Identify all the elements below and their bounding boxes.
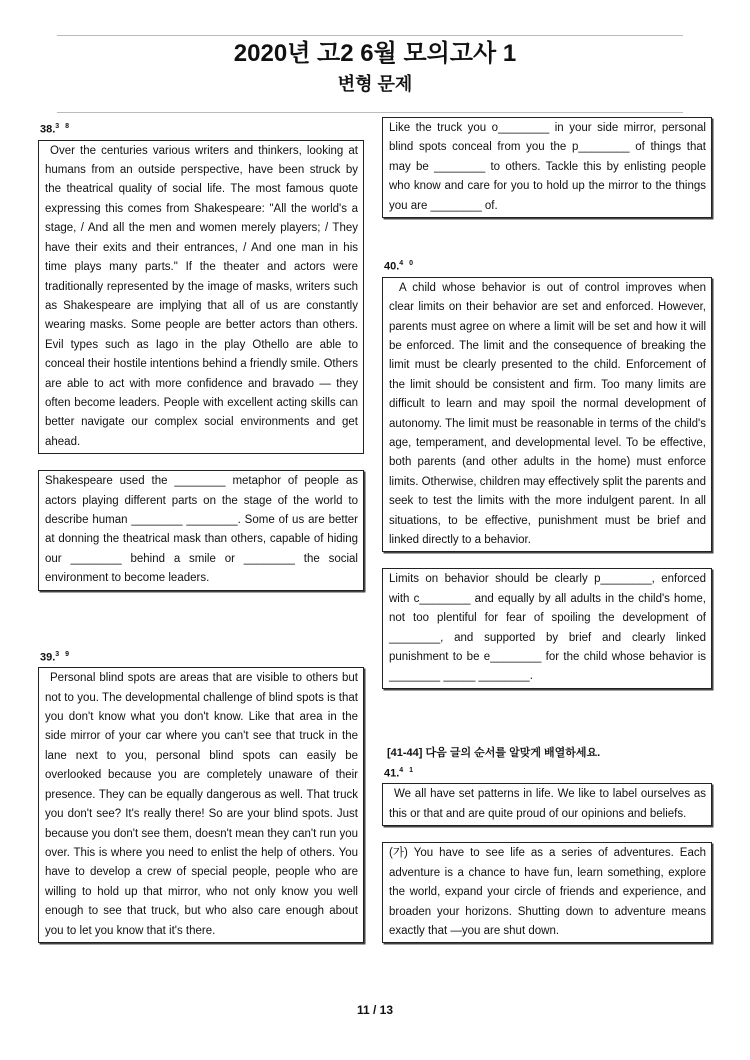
q38-summary: Shakespeare used the ________ metaphor of people as actors playing different parts on the stage of the world to describe human ________ ________. Some of us are better at donning the theatrical mask than others, capable of hiding our ________ behind a smile or ________ the social environment to become leaders. [38, 470, 364, 590]
q40-sup: 4 0 [399, 260, 416, 268]
q41-number: 41. [384, 767, 400, 780]
q40-passage: A child whose behavior is out of control improves when clear limits on their behavior are set and enforced. However, parents must agree on where a limit will be set and how it will be enforced. The limit and the consequence of breaking the limit must be clearly presented to the child. Enforcement of the limit should be consistent and firm. Too many limits are difficult to learn and may spoil the normal development of autonomy. The limit must be reasonable in terms of the child's age, temperament, and developmental level. To be effective, both parents (and other adults in the home) must enforce limits. Otherwise, children may effectively split the parents and seek to test the limits with the more indulgent parent. In all situations, to be effective, punishment must be brief and linked directly to a behavior. [382, 277, 712, 553]
q40-summary: Limits on behavior should be clearly p________, enforced with c________ and equally by all adults in the child's home, not too plentiful for fear of spoiling the development of ________, and supported by brief and clearly linked punishment to be e________ for the child whose behavior is ________ _____ ________. [382, 568, 712, 688]
q40-number: 40. [384, 260, 400, 273]
left-column [38, 117, 364, 943]
q38-number: 38. [40, 123, 56, 136]
q38-label [38, 119, 364, 138]
q41-intro: We all have set patterns in life. We like to label ourselves as this or that and are quite proud of our opinions and beliefs. [382, 783, 712, 826]
q39-label [38, 647, 364, 666]
q41-part-a: (가) You have to see life as a series of adventures. Each adventure is a chance to have fun, learn something, explore the world, expand your circle of friends and experience, and broaden your horizons. Shutting down to adventure means exactly that —you are shut down. [382, 842, 712, 943]
page-number: 11 / 13 [356, 1003, 394, 1017]
page-subtitle: 변형 문제 [337, 74, 413, 94]
top-rule [57, 35, 683, 36]
q40-label [382, 256, 712, 275]
page-title: 2020년 고2 6월 모의고사 1 [233, 40, 517, 67]
header-rule [57, 112, 683, 113]
q38-sup: 3 8 [55, 123, 72, 130]
right-column [382, 117, 712, 943]
q39-sup: 3 9 [55, 650, 72, 658]
q41-sup: 4 1 [399, 766, 416, 774]
q41-44-instruction: [41-44] 다음 글의 순서를 알맞게 배열하세요. [387, 746, 601, 759]
q39-summary: Like the truck you o________ in your side mirror, personal blind spots conceal from you the p________ of things that may be ________ to others. Tackle this by enlisting people who know and care for you to hold up the mirror to the things you are ________ of. [382, 117, 712, 218]
q39-passage: Personal blind spots are areas that are visible to others but not to you. The developmental challenge of blind spots is that you don't know what you don't know. Like that area in the side mirror of your car where you can't see that truck in the lane next to you, personal blind spots can easily be overlooked because you are completely unaware of their presence. They can be equally dangerous as well. That truck you don't see? It's really there! So are your blind spots. Just because you don't see them, doesn't mean they can't run you over. This is where you need to enlist the help of others. You have to develop a crew of special people, people who are willing to hold up that mirror, who not only know you well enough to see that truck, but who also care enough about you to let you know that it's there. [38, 667, 364, 943]
q39-number: 39. [40, 651, 56, 664]
q38-passage: Over the centuries various writers and thinkers, looking at humans from an outside perspective, have been struck by the theatrical quality of social life. The most famous quote expressing this comes from Shakespeare: "All the world's a stage, / And all the men and women merely players; / They have their exits and their entrances, / And one man in his time plays many parts." If the theater and actors were traditionally represented by the image of masks, writers such as Shakespeare are implying that all of us are constantly wearing masks. Some people are better actors than others. Evil types such as Iago in the play Othello are able to conceal their hostile intentions behind a friendly smile. Others are able to act with more confidence and bravado — they often become leaders. People with excellent acting skills can better navigate our complex social environments and get ahead. [38, 140, 364, 455]
q41-label [382, 763, 712, 782]
